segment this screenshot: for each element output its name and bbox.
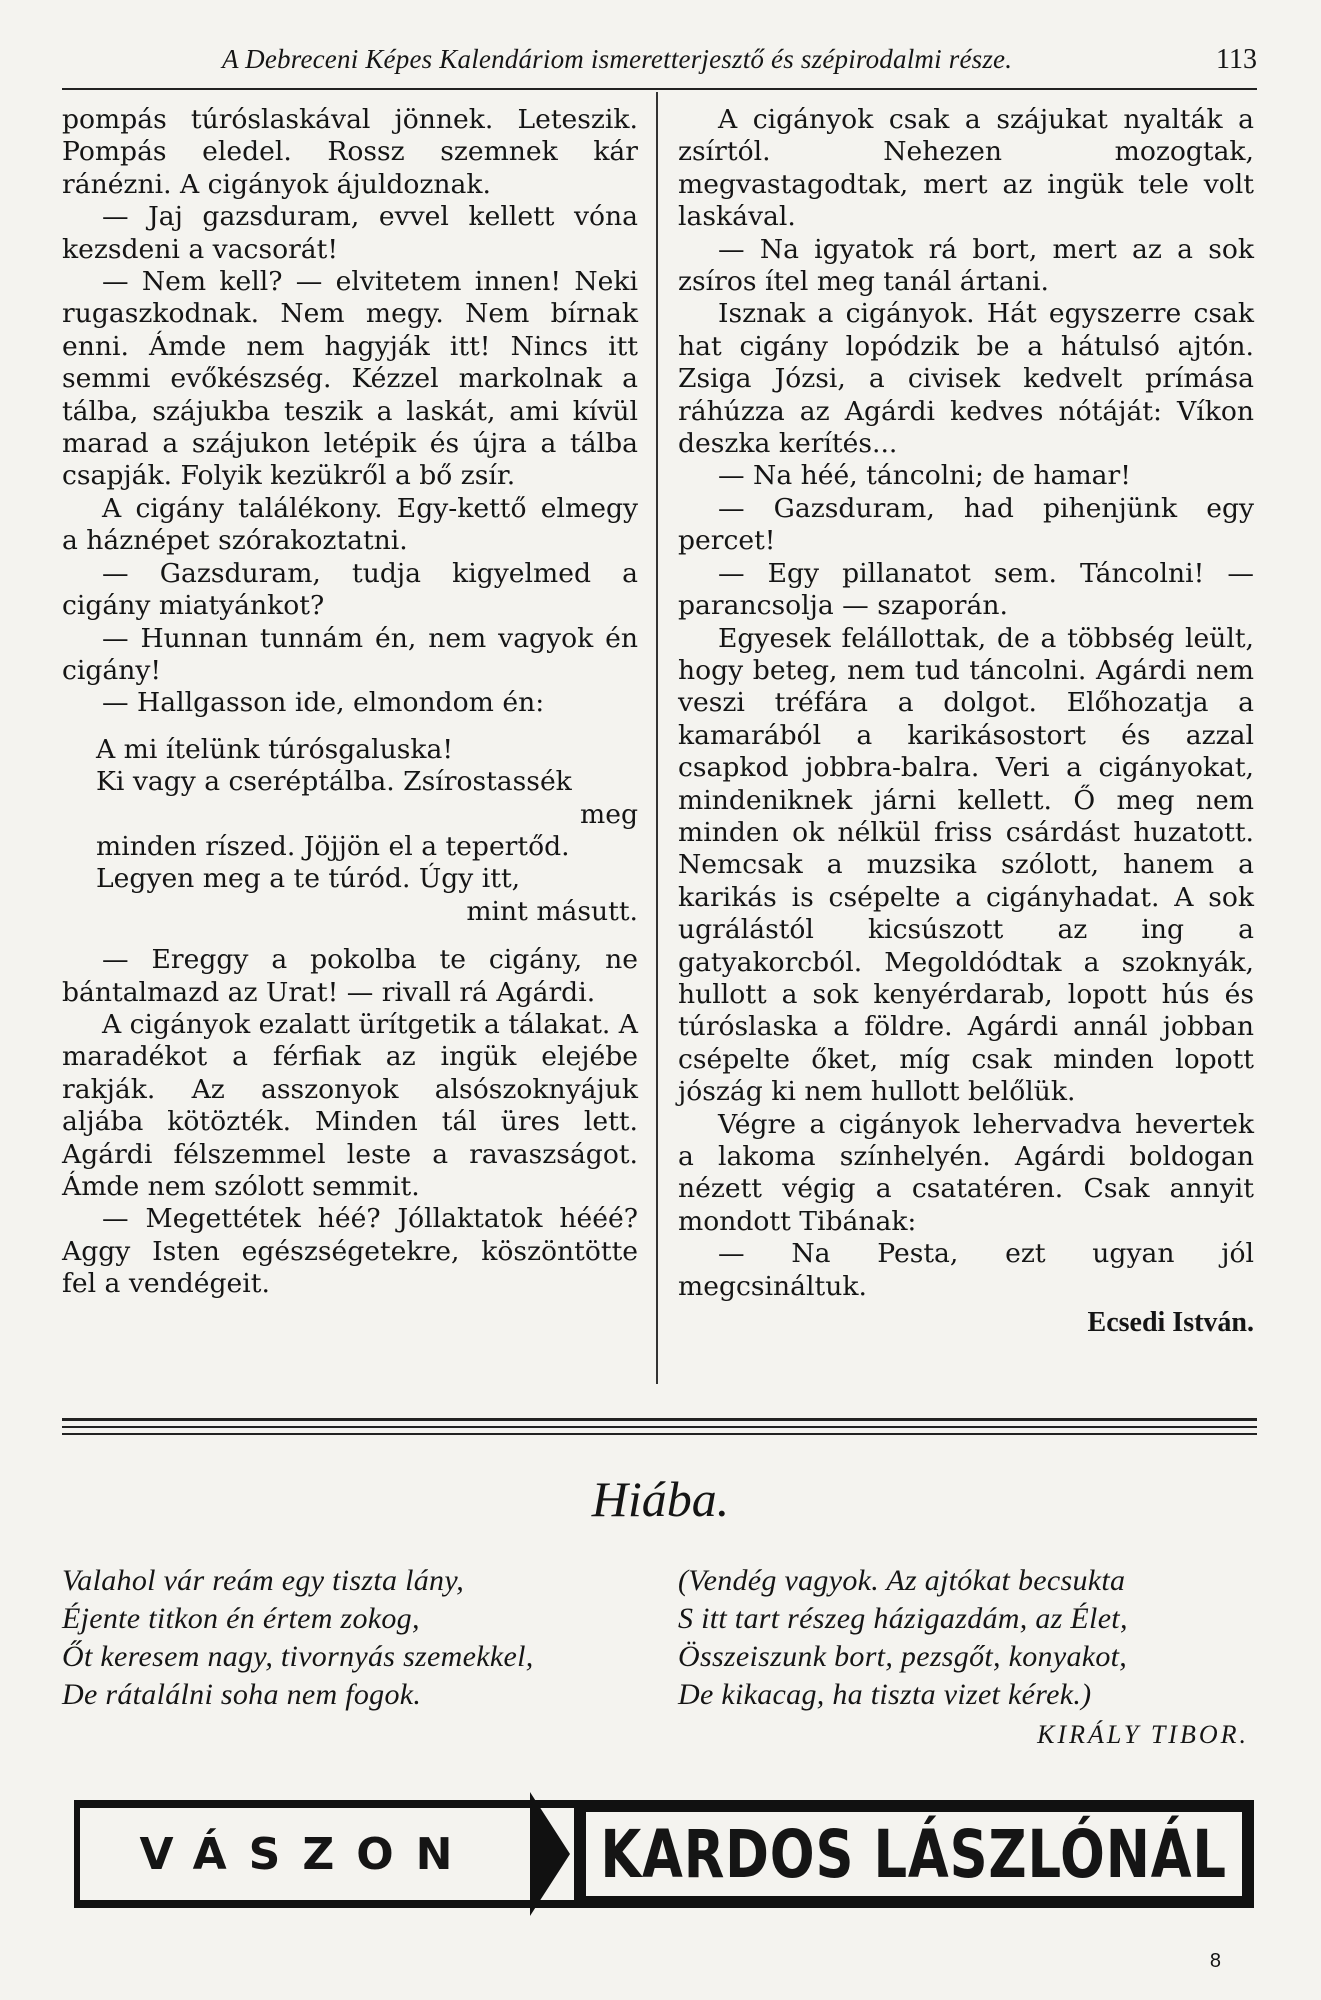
paragraph: — Hunnan tunnám én, nem vagyok én cigány!: [62, 622, 638, 686]
paragraph: — Nem kell? — elvitetem innen! Neki rugaszkodnak. Nem megy. Nem bírnak enni. Ámde nem hagyják itt! Nincs itt semmi evőkészség. Kézzel markolnak a tálba, szájukba teszik a laskát, ami kívül marad a szájukon letépik és újra a tálba csapják. Folyik kezükről a bő zsír.: [62, 266, 638, 492]
poem-line: (Vendég vagyok. Az ajtókat becsukta: [678, 1564, 1126, 1597]
ad-left-text: VÁSZON: [139, 1828, 475, 1880]
paragraph: — Egy pillanatot sem. Táncolni! — parancsolja — szaporán.: [678, 557, 1254, 622]
verse-line: mint másutt.: [466, 895, 638, 927]
verse-line: Legyen meg a te túród. Úgy itt,: [96, 863, 521, 895]
poem-line: De kikacag, ha tiszta vizet kérek.): [678, 1678, 1092, 1711]
poem-author: KIRÁLY TIBOR.: [1037, 1720, 1249, 1749]
verse-line: meg: [580, 798, 638, 830]
column-divider: [656, 92, 658, 1384]
paragraph: A cigány találékony. Egy-kettő elmegy a háznépet szórakoztatni.: [62, 492, 638, 557]
footer-mark: 8: [1209, 1950, 1221, 1972]
poem-line: S itt tart részeg házigazdám, az Élet,: [678, 1602, 1128, 1635]
page-number: 113: [1216, 44, 1257, 75]
article-signature: Ecsedi István.: [1087, 1307, 1254, 1339]
paragraph: A cigányok csak a szájukat nyalták a zsírtól. Nehezen mozogtak, megvastagodtak, mert az ingük tele volt laskával.: [678, 104, 1254, 233]
arrow-icon: [530, 1792, 570, 1916]
poem-line: Éjente titkon én értem zokog,: [62, 1602, 420, 1635]
paragraph: — Na igyatok rá bort, mert az a sok zsíros ítel meg tanál ártani.: [678, 233, 1254, 298]
verse-line: minden ríszed. Jöjjön el a tepertőd.: [96, 830, 570, 862]
paragraph: Egyesek felállottak, de a többség leült, hogy beteg, nem tud táncolni. Agárdi nem veszi tréfára a dolgot. Előhozatja a kamarából a karikásostort és azzal csapkod jobbra-balra. Veri a cigányokat, mindeniknek járni kellett. Ő meg nem minden ok nélkül friss csárdást huzatott. Nemcsak a muzsika szólott, hanem a karikás is csépelte a cigányhadat. A sok ugrálástól kicsúszott az ing a gatyakorcból. Megoldódtak a szoknyák, hullott a sok kenyérdarab, lopott hús és túróslaska a földre. Agárdi annál jobban csépelte őket, míg csak minden lopott jószág ki nem hullott belőlük.: [678, 622, 1254, 1108]
paragraph: — Gazsduram, had pihenjünk egy percet!: [678, 492, 1254, 557]
article-left-column: [62, 104, 638, 1301]
paragraph: — Hallgasson ide, elmondom én:: [102, 687, 545, 719]
poem-stanza-right: [678, 1562, 1258, 1714]
page-header: [62, 38, 1257, 90]
paragraph: — Jaj gazsduram, evvel kellett vóna kezsdeni a vacsorát!: [62, 201, 638, 265]
paragraph: A cigányok ezalatt ürítgetik a tálakat. A maradékot a férfiak az ingük elejébe rakják. Az asszonyok alsószoknyájuk aljába kötözték. Minden tál üres lett. Agárdi félszemmel leste a ravaszságot. Ámde nem szólott semmit.: [62, 1008, 638, 1202]
section-rule: [62, 1433, 1257, 1435]
article-right-column: [678, 104, 1254, 1339]
paragraph: — Gazsduram, tudja kigyelmed a cigány miatyánkot?: [62, 557, 638, 622]
paragraph: Végre a cigányok lehervadva hevertek a lakoma színhelyén. Agárdi boldogan nézett végig a csatatéren. Csak annyit mondott Tibának:: [678, 1108, 1254, 1237]
paragraph: — Ereggy a pokolba te cigány, ne bántalmazd az Urat! — rivall rá Agárdi.: [62, 944, 638, 1008]
paragraph: Isznak a cigányok. Hát egyszerre csak hat cigány lopódzik be a hátulsó ajtón. Zsiga Józsi, a civisek kedvelt prímása ráhúzza az Agárdi kedves nótáját: Víkon deszka kerítés...: [678, 298, 1254, 460]
verse-line: A mi ítelünk túrósgaluska!: [96, 733, 454, 765]
poem-line: Összeiszunk bort, pezsgőt, konyakot,: [678, 1640, 1128, 1673]
parody-verse: [62, 734, 638, 928]
poem-line: Őt keresem nagy, tivornyás szemekkel,: [62, 1640, 534, 1673]
section-rule: [62, 1418, 1257, 1421]
paragraph: — Na héé, táncolni; de hamar!: [718, 460, 1131, 492]
ad-left-panel: [74, 1808, 534, 1900]
section-rule: [62, 1426, 1257, 1428]
poem-stanza-left: [62, 1562, 652, 1714]
poem-line: Valahol vár reám egy tiszta lány,: [62, 1564, 465, 1597]
poem-title: Hiába.: [591, 1471, 730, 1527]
ad-right-text: KARDOS LÁSZLÓNÁL: [600, 1815, 1228, 1893]
advertisement: [74, 1800, 1254, 1910]
paragraph: pompás túróslaskával jönnek. Leteszik. Pompás eledel. Rossz szemnek kár ránézni. A cigányok ájuldoznak.: [62, 104, 638, 200]
paragraph: — Megettétek héé? Jóllaktatok hééé? Aggy Isten egészségetekre, köszöntötte fel a vendégeit.: [62, 1203, 638, 1300]
ad-right-inner: [586, 1812, 1242, 1896]
verse-line: Ki vagy a cseréptálba. Zsírostassék: [96, 766, 572, 798]
running-title: A Debreceni Képes Kalendáriom ismeretterjesztő és szépirodalmi része.: [222, 44, 1013, 74]
ad-right-panel: [574, 1800, 1254, 1908]
poem-line: De rátalálni soha nem fogok.: [62, 1678, 422, 1711]
paragraph: — Na Pesta, ezt ugyan jól megcsináltuk.: [678, 1238, 1254, 1302]
